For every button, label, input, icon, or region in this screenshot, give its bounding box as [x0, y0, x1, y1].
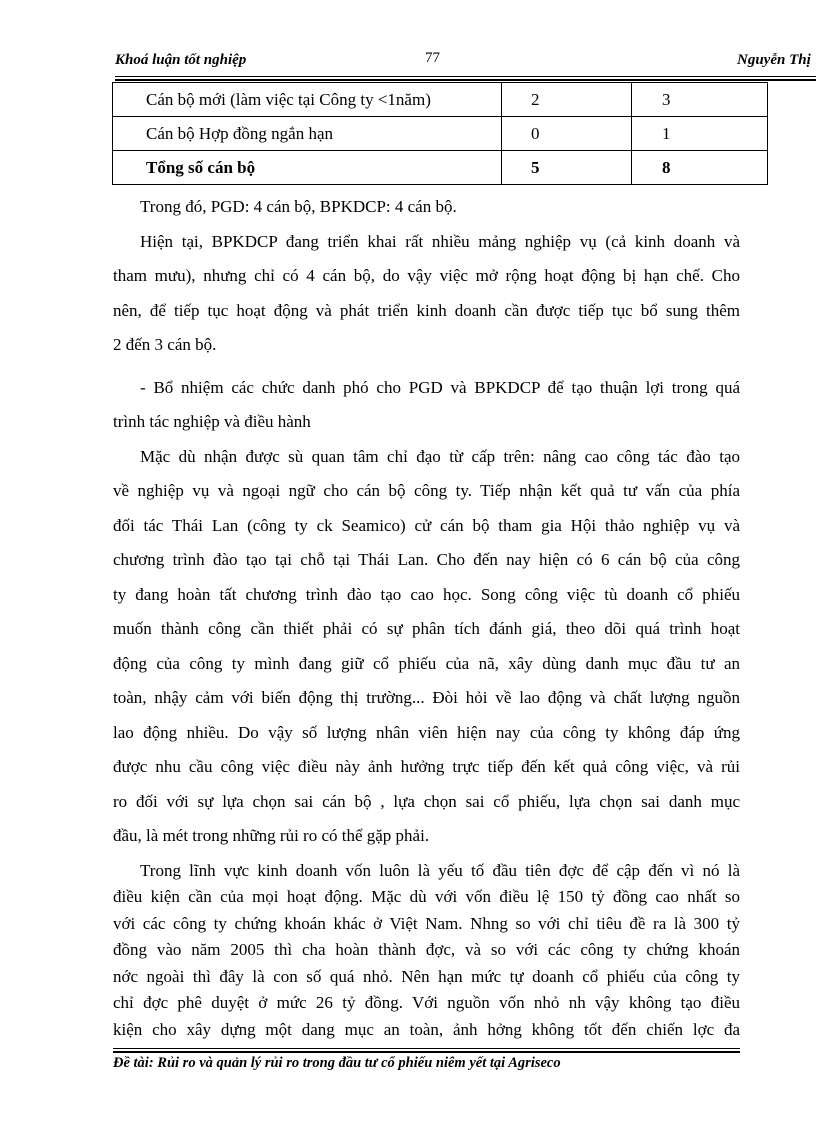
staff-table	[112, 82, 768, 185]
text-line: toàn, nhậy cảm với biến động thị trường... Đòi hỏi về lao động và chất lượng nguồn	[113, 688, 740, 707]
text-line: - Bổ nhiệm các chức danh phó cho PGD và BPKDCP để tạo thuận lợi trong quá	[140, 377, 740, 397]
text-line: trình tác nghiệp và điều hành	[113, 412, 311, 431]
text-line: Hiện tại, BPKDCP đang triển khai rất nhiều mảng nghiệp vụ (cả kinh doanh và	[140, 231, 740, 251]
text-line: đối tác Thái Lan (công ty ck Seamico) cử cán bộ tham gia Hội thảo nghiệp vụ và	[113, 515, 740, 535]
text-line: đầu, là mét trong những rủi ro có thể gặp phải.	[113, 826, 430, 845]
text-line: Mặc dù nhận được sù quan tâm chỉ đạo từ cấp trên: nâng cao công tác đào tạo	[140, 446, 740, 466]
text-line: nên, để tiếp tục hoạt động và phát triển kinh doanh cần được tiếp tục bổ sung thêm	[113, 300, 740, 320]
text-line: 2 đến 3 cán bộ.	[113, 335, 217, 354]
text-line: Trong đó, PGD: 4 cán bộ, BPKDCP: 4 cán bộ.	[140, 197, 457, 216]
table-cell: 0	[502, 117, 632, 151]
text-line: ty đang hoàn tất chương trình đào tạo cao học. Song công việc tù doanh cổ phiếu	[113, 584, 740, 604]
paragraph-gap	[113, 367, 740, 375]
text-line: Trong lĩnh vực kinh doanh vốn luôn là yếu tố đầu tiên đợc để cập đến vì nó là	[140, 860, 740, 880]
table-cell: Cán bộ Hợp đồng ngắn hạn	[113, 117, 502, 151]
header-rule-thick	[115, 79, 816, 81]
footer-rule	[113, 1048, 740, 1049]
text-line: kiện cho xây dựng một dang mục an toàn, ảnh hởng không tốt đến chiến lợc đa	[113, 1019, 740, 1039]
text-line: đồng vào năm 2005 thì cha hoàn thành đợc, và so với các công ty chứng khoán	[113, 940, 740, 959]
text-line: được nhu cầu công việc điều này ảnh hưởng trực tiếp đến kết quả công việc, và rủi	[113, 757, 740, 776]
footer-rule-thick	[113, 1051, 740, 1053]
table-row	[113, 83, 768, 117]
footer-topic: Đề tài: Rủi ro và quản lý rủi ro trong đầu tư cổ phiếu niêm yết tại Agriseco	[113, 1055, 561, 1071]
text-line: muốn thành công cần thiết phải có sự phân tích đánh giá, theo dõi quá trình hoạt	[113, 619, 740, 638]
page-number: 77	[425, 50, 440, 66]
text-line: với các công ty chứng khoán khác ở Việt Nam. Nhng so với chỉ tiêu đề ra là 300 tỷ	[113, 913, 740, 933]
page-header	[115, 50, 816, 74]
text-line: về nghiệp vụ và ngoại ngữ cho cán bộ công ty. Tiếp nhận kết quả tư vấn của phía	[113, 481, 740, 500]
text-line: nớc ngoài thì đây là con số quá nhỏ. Nên hạn mức tự doanh cổ phiếu của công ty	[113, 966, 740, 986]
table-cell: Tổng số cán bộ	[113, 151, 502, 185]
table-cell: Cán bộ mới (làm việc tại Công ty <1năm)	[113, 83, 502, 117]
text-line: tham mưu), nhưng chỉ có 4 cán bộ, do vậy việc mở rộng hoạt động bị hạn chế. Cho	[113, 266, 740, 285]
header-rule	[115, 76, 816, 77]
table-cell: 8	[632, 151, 768, 185]
table-total-row	[113, 151, 768, 185]
header-thesis-label: Khoá luận tốt nghiệp	[115, 52, 247, 68]
paragraph-tight	[113, 858, 740, 1044]
table-row	[113, 117, 768, 151]
text-line: chương trình đào tạo tại chỗ tại Thái Lan. Cho đến nay hiện có 6 cán bộ của công	[113, 550, 740, 569]
body-text	[113, 194, 740, 1043]
text-line: chỉ đợc phê duyệt ở mức 26 tỷ đồng. Với nguồn vốn nhỏ nh vậy không tạo điều	[113, 993, 740, 1012]
table-cell: 5	[502, 151, 632, 185]
header-author: Nguyễn Thị	[737, 52, 811, 68]
text-line: động của công ty mình đang giữ cổ phiếu của nã, xây dùng danh mục đầu tư an	[113, 653, 740, 673]
table-cell: 1	[632, 117, 768, 151]
text-line: ro đối với sự lựa chọn sai cán bộ , lựa chọn sai cổ phiếu, lựa chọn sai danh mục	[113, 791, 740, 811]
text-line: lao động nhiều. Do vậy số lượng nhân viên hiện nay của công ty không đáp ứng	[113, 722, 740, 742]
table-cell: 2	[502, 83, 632, 117]
table-cell: 3	[632, 83, 768, 117]
text-line: điều kiện cần của mọi hoạt động. Mặc dù với vốn điều lệ 150 tỷ đồng cao nhất so	[113, 887, 740, 906]
